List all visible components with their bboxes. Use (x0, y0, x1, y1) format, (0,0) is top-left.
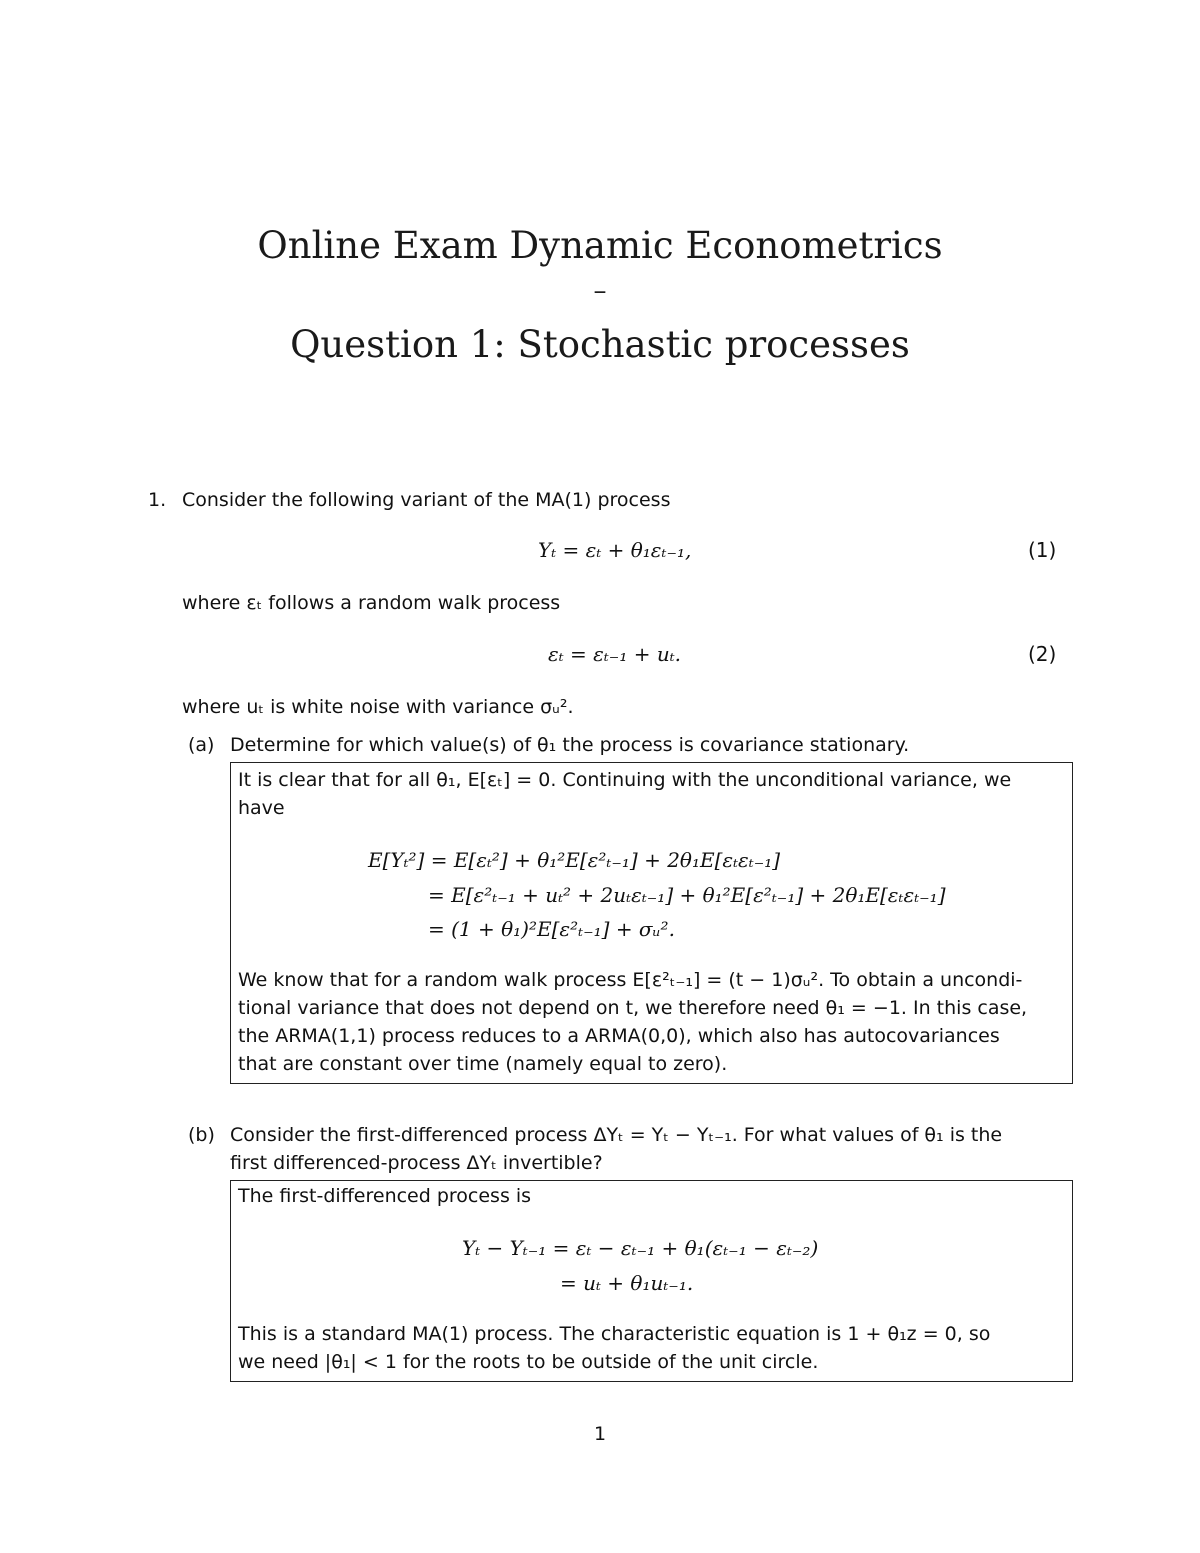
part-b-answer-line-1: The first-differenced process is (238, 1185, 532, 1207)
variance-derivation-line-3: = (1 + θ₁)²E[ε²ₜ₋₁] + σᵤ². (428, 917, 675, 941)
part-a-answer-line-4: tional variance that does not depend on t, we therefore need θ₁ = −1. In this case, (238, 997, 1028, 1019)
part-a-answer-line-5: the ARMA(1,1) process reduces to a ARMA(0,0), which also has autocovariances (238, 1025, 1000, 1047)
variance-derivation-line-1: E[Yₜ²] = E[εₜ²] + θ₁²E[ε²ₜ₋₁] + 2θ₁E[εₜεₜ₋₁] (368, 848, 781, 872)
part-a-answer-line-2: have (238, 797, 285, 819)
part-b-question-line-1: Consider the first-differenced process ΔYₜ = Yₜ − Yₜ₋₁. For what values of θ₁ is the (230, 1124, 1003, 1146)
title-line-1: Online Exam Dynamic Econometrics (257, 224, 943, 267)
title-line-2: Question 1: Stochastic processes (290, 323, 910, 366)
equation-1-number: (1) (1028, 538, 1057, 562)
differenced-equation-line-1: Yₜ − Yₜ₋₁ = εₜ − εₜ₋₁ + θ₁(εₜ₋₁ − εₜ₋₂) (462, 1236, 819, 1260)
part-a-answer-line-6: that are constant over time (namely equal to zero). (238, 1053, 728, 1075)
page-number: 1 (593, 1423, 607, 1445)
part-a-answer-line-3: We know that for a random walk process E[ε²ₜ₋₁] = (t − 1)σᵤ². To obtain a uncondi- (238, 969, 1023, 991)
question-intro: Consider the following variant of the MA(1) process (182, 489, 671, 511)
part-a-label: (a) (188, 734, 215, 756)
random-walk-text: where εₜ follows a random walk process (182, 592, 561, 614)
variance-derivation-line-2: = E[ε²ₜ₋₁ + uₜ² + 2uₜεₜ₋₁] + θ₁²E[ε²ₜ₋₁] + 2θ₁E[εₜεₜ₋₁] (428, 883, 946, 907)
part-b-question-line-2: first differenced-process ΔYₜ invertible? (230, 1152, 603, 1174)
part-b-answer-line-3: we need |θ₁| < 1 for the roots to be outside of the unit circle. (238, 1351, 819, 1373)
part-a-answer-line-1: It is clear that for all θ₁, E[εₜ] = 0. Continuing with the unconditional variance, we (238, 769, 1012, 791)
equation-2: εₜ = εₜ₋₁ + uₜ. (548, 642, 682, 666)
equation-2-number: (2) (1028, 642, 1057, 666)
equation-1: Yₜ = εₜ + θ₁εₜ₋₁, (538, 538, 692, 562)
question-number: 1. (148, 489, 167, 511)
part-b-label: (b) (188, 1124, 215, 1146)
title-dash: – (593, 276, 607, 306)
white-noise-text: where uₜ is white noise with variance σᵤ². (182, 696, 574, 718)
part-b-answer-line-2: This is a standard MA(1) process. The characteristic equation is 1 + θ₁z = 0, so (238, 1323, 991, 1345)
part-a-question: Determine for which value(s) of θ₁ the process is covariance stationary. (230, 734, 910, 756)
differenced-equation-line-2: = uₜ + θ₁uₜ₋₁. (560, 1271, 694, 1295)
